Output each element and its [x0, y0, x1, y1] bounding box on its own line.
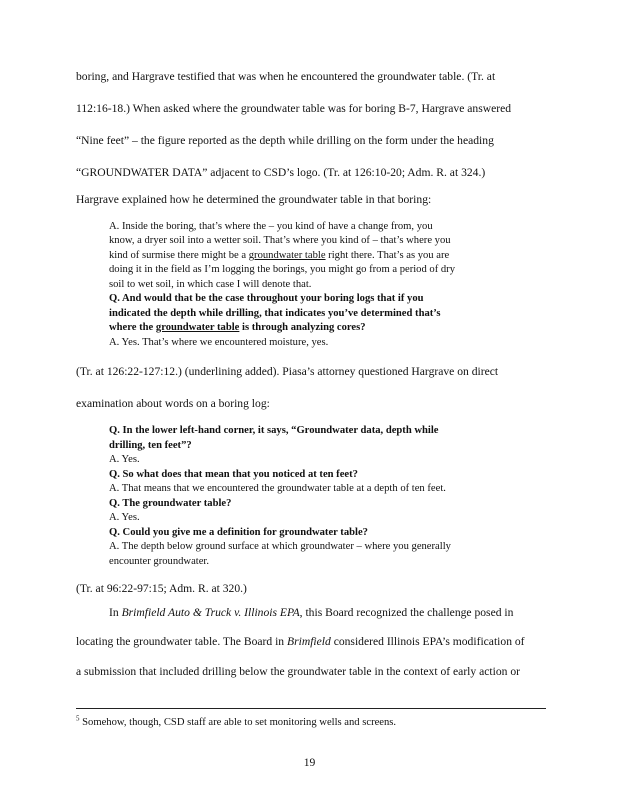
body-line: “Nine feet” – the figure reported as the depth while drilling on the form under the heading — [76, 134, 494, 147]
quote-line: A. Inside the boring, that’s where the – you kind of have a change from, you — [109, 221, 433, 232]
footnote-divider — [76, 708, 546, 709]
quote-question — [109, 321, 366, 334]
body-line: (Tr. at 126:22-127:12.) (underlining added). Piasa’s attorney questioned Hargrave on direct — [76, 365, 499, 378]
body-text: considered Illinois EPA’s modification of — [330, 635, 525, 648]
quote-text: kind of surmise there might be a — [109, 250, 249, 261]
underlined-text: groundwater table — [155, 322, 240, 333]
quote-question: Q. And would that be the case throughout your boring logs that if you — [109, 293, 424, 304]
quote-line: know, a dryer soil into a wetter soil. That’s where you kind of – that’s where you — [109, 235, 451, 246]
underlined-text: groundwater table — [248, 250, 326, 261]
quote-line: A. Yes. That’s where we encountered moisture, yes. — [109, 337, 329, 348]
body-line: (Tr. at 96:22-97:15; Adm. R. at 320.) — [76, 582, 247, 595]
quote-question: Q. The groundwater table? — [109, 498, 232, 509]
quote-question: Q. So what does that mean that you noticed at ten feet? — [109, 469, 358, 480]
body-text: In — [109, 606, 122, 619]
body-line — [109, 606, 513, 620]
quote-text: right there. That’s as you are — [325, 250, 450, 261]
quote-question: Q. Could you give me a definition for groundwater table? — [109, 527, 368, 538]
body-line: a submission that included drilling below the groundwater table in the context of early action or — [76, 665, 520, 678]
footnote — [76, 716, 396, 729]
body-text: , this Board recognized the challenge posed in — [299, 606, 514, 619]
body-line: “GROUNDWATER DATA” adjacent to CSD’s logo. (Tr. at 126:10-20; Adm. R. at 324.) — [76, 166, 486, 179]
quote-question: drilling, ten feet”? — [109, 440, 192, 451]
quote-line: A. Yes. — [109, 512, 140, 523]
quote-line: soil to wet soil, in which case I will denote that. — [109, 279, 312, 290]
quote-line: doing it in the field as I’m logging the borings, you might go from a period of dry — [109, 264, 456, 275]
case-name: Brimfield Auto & Truck v. Illinois EPA — [121, 606, 300, 619]
body-line: boring, and Hargrave testified that was when he encountered the groundwater table. (Tr. at — [76, 70, 496, 83]
quote-text: where the — [109, 322, 156, 333]
quote-text: is through analyzing cores? — [239, 322, 366, 333]
body-text: locating the groundwater table. The Board in — [76, 635, 287, 648]
quote-question: indicated the depth while drilling, that indicates you’ve determined that’s — [109, 308, 441, 319]
footnote-marker: 5 — [76, 714, 80, 723]
body-line — [76, 635, 525, 649]
quote-line: A. That means that we encountered the groundwater table at a depth of ten feet. — [109, 483, 446, 494]
quote-line: A. The depth below ground surface at which groundwater – where you generally — [109, 541, 451, 552]
body-line: Hargrave explained how he determined the groundwater table in that boring: — [76, 193, 432, 206]
page-number: 19 — [303, 756, 316, 769]
body-line: 112:16-18.) When asked where the groundwater table was for boring B-7, Hargrave answered — [76, 102, 512, 115]
footnote-text: Somehow, though, CSD staff are able to set monitoring wells and screens. — [79, 717, 397, 728]
quote-line: A. Yes. — [109, 454, 140, 465]
quote-question: Q. In the lower left-hand corner, it says, “Groundwater data, depth while — [109, 425, 439, 436]
case-name: Brimfield — [287, 635, 331, 648]
body-line: examination about words on a boring log: — [76, 397, 270, 410]
quote-line: encounter groundwater. — [109, 556, 210, 567]
quote-line — [109, 249, 449, 262]
